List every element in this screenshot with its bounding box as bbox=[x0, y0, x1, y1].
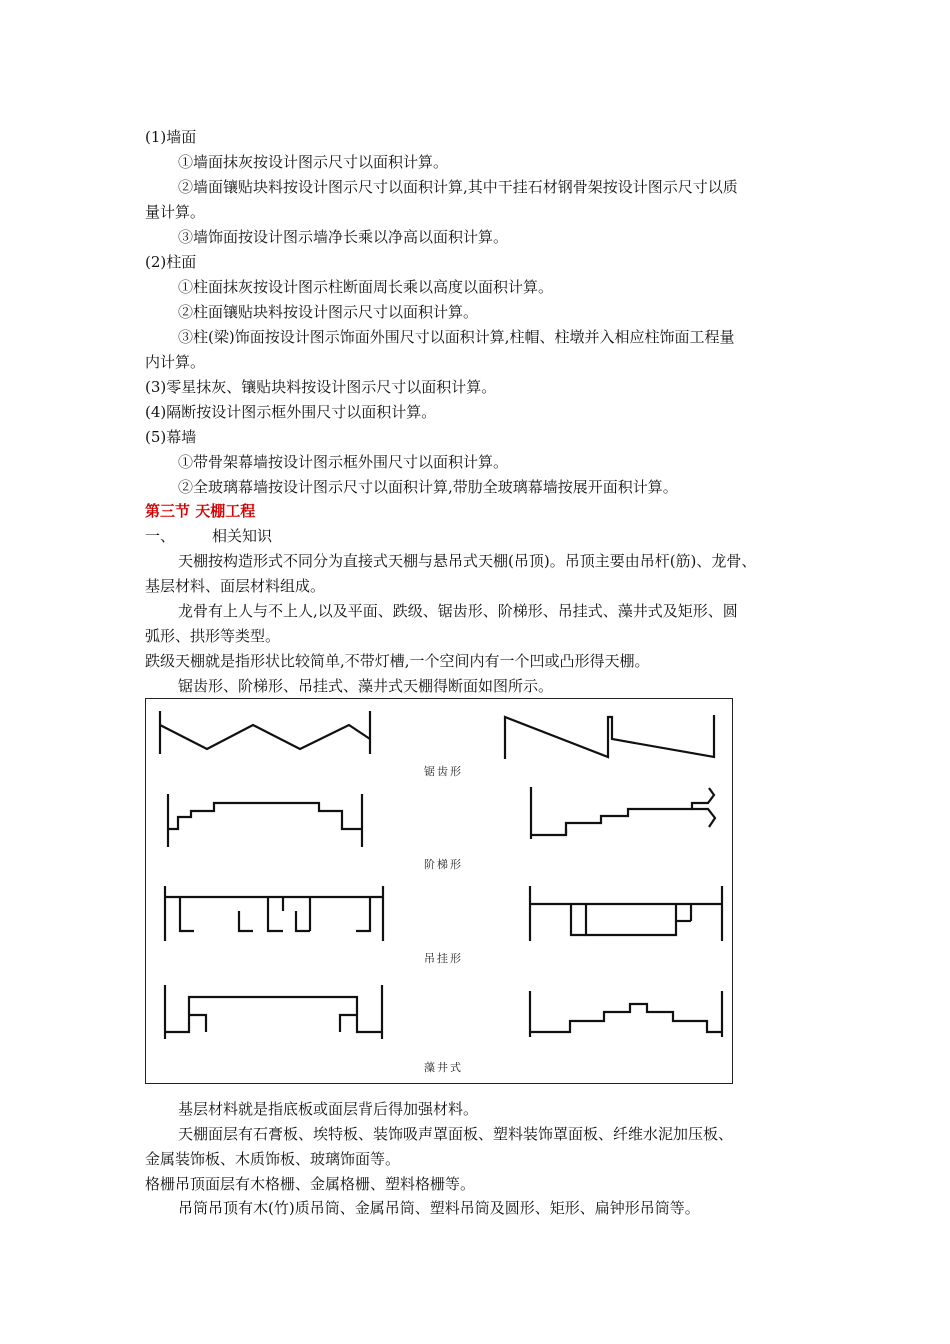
subsection-title: 相关知识 bbox=[212, 527, 273, 545]
section-heading: 第三节 天棚工程 bbox=[145, 502, 256, 520]
column-title: (2)柱面 bbox=[145, 253, 197, 271]
after-paragraph-3: 格栅吊顶面层有木格栅、金属格栅、塑料格栅等。 bbox=[145, 1175, 476, 1193]
after-paragraph-1: 基层材料就是指底板或面层背后得加强材料。 bbox=[178, 1100, 479, 1118]
wall-item-2-cont: 量计算。 bbox=[145, 203, 206, 221]
misc-item-3: (3)零星抹灰、镶贴块料按设计图示尺寸以面积计算。 bbox=[145, 378, 497, 396]
after-paragraph-2-cont: 金属装饰板、木质饰板、玻璃饰面等。 bbox=[145, 1150, 401, 1168]
misc-item-4: (4)隔断按设计图示框外围尺寸以面积计算。 bbox=[145, 403, 437, 421]
paragraph-1: 天棚按构造形式不同分为直接式天棚与悬吊式天棚(吊顶)。吊顶主要由吊杆(筋)、龙骨、 bbox=[178, 552, 757, 570]
sawtooth-left-shape bbox=[160, 711, 370, 754]
caption-hanging: 吊挂形 bbox=[424, 952, 463, 965]
caption-caisson: 藻井式 bbox=[424, 1061, 463, 1074]
wall-item-2: ②墙面镶贴块料按设计图示尺寸以面积计算,其中干挂石材钢骨架按设计图示尺寸以质 bbox=[178, 178, 738, 196]
ceiling-section-drawing bbox=[146, 699, 734, 1085]
paragraph-2: 龙骨有上人与不上人,以及平面、跌级、锯齿形、阶梯形、吊挂式、藻井式及矩形、圆 bbox=[178, 602, 738, 620]
curtain-item-1: ①带骨架幕墙按设计图示框外围尺寸以面积计算。 bbox=[178, 453, 509, 471]
curtain-title: (5)幕墙 bbox=[145, 428, 197, 446]
caisson-right-shape bbox=[530, 991, 722, 1037]
column-item-3-cont: 内计算。 bbox=[145, 353, 206, 371]
paragraph-4: 锯齿形、阶梯形、吊挂式、藻井式天棚得断面如图所示。 bbox=[178, 677, 554, 695]
caisson-left-shape bbox=[165, 985, 382, 1039]
ceiling-section-figure bbox=[145, 698, 733, 1084]
hanging-right-shape bbox=[530, 886, 722, 941]
subsection-number: 一、 bbox=[145, 527, 176, 545]
sawtooth-right-shape bbox=[505, 715, 714, 759]
hanging-left-shape bbox=[165, 886, 383, 941]
after-paragraph-4: 吊筒吊顶有木(竹)质吊筒、金属吊筒、塑料吊筒及圆形、矩形、扁钟形吊筒等。 bbox=[178, 1199, 700, 1217]
column-item-2: ②柱面镶贴块料按设计图示尺寸以面积计算。 bbox=[178, 303, 479, 321]
stepped-left-shape bbox=[168, 794, 362, 847]
column-item-3: ③柱(梁)饰面按设计图示饰面外围尺寸以面积计算,柱帽、柱墩并入相应柱饰面工程量 bbox=[178, 328, 735, 346]
caption-stepped: 阶梯形 bbox=[424, 858, 463, 871]
paragraph-2-cont: 弧形、拱形等类型。 bbox=[145, 627, 281, 645]
after-paragraph-2: 天棚面层有石膏板、埃特板、装饰吸声罩面板、塑料装饰罩面板、纤维水泥加压板、 bbox=[178, 1125, 734, 1143]
column-item-1: ①柱面抹灰按设计图示柱断面周长乘以高度以面积计算。 bbox=[178, 278, 554, 296]
paragraph-1-cont: 基层材料、面层材料组成。 bbox=[145, 577, 326, 595]
wall-item-3: ③墙饰面按设计图示墙净长乘以净高以面积计算。 bbox=[178, 228, 509, 246]
wall-item-1: ①墙面抹灰按设计图示尺寸以面积计算。 bbox=[178, 153, 449, 171]
caption-sawtooth: 锯齿形 bbox=[424, 765, 463, 778]
stepped-right-shape bbox=[531, 787, 715, 839]
wall-title: (1)墙面 bbox=[145, 128, 197, 146]
curtain-item-2: ②全玻璃幕墙按设计图示尺寸以面积计算,带肋全玻璃幕墙按展开面积计算。 bbox=[178, 478, 678, 496]
paragraph-3: 跌级天棚就是指形状比较简单,不带灯槽,一个空间内有一个凹或凸形得天棚。 bbox=[145, 652, 650, 670]
